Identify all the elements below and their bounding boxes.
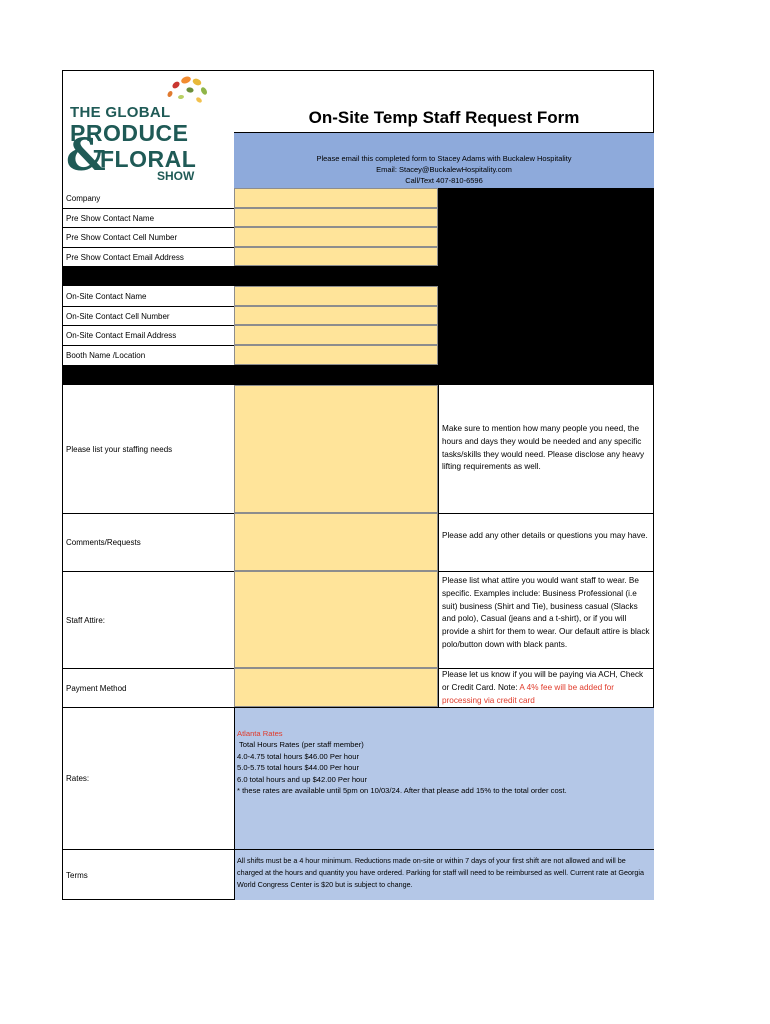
- payment-note: [438, 668, 654, 707]
- staffing-needs-note: Make sure to mention how many people you need, the hours and days they would be needed and any specific tasks/skills they would need. Please disclose any heavy lifting requirements as well.: [438, 385, 654, 513]
- logo-text-show: SHOW: [157, 169, 195, 183]
- company-label: Company: [66, 193, 101, 203]
- attire-label: Staff Attire:: [62, 571, 234, 668]
- black-divider-row: [62, 266, 438, 286]
- payment-method-label: Payment Method: [62, 668, 234, 707]
- credit-card-fee-warning: A 4% fee will be added for processing via credit card: [442, 682, 615, 705]
- onsite-contact-name-label: On-Site Contact Name: [66, 291, 147, 301]
- rate-line: 5.0-5.75 total hours $44.00 Per hour: [237, 763, 360, 773]
- pre-show-contact-cell-label: Pre Show Contact Cell Number: [62, 227, 234, 247]
- booth-label: Booth Name /Location: [62, 345, 234, 365]
- logo-ampersand: &: [66, 130, 106, 181]
- pre-show-contact-email-input[interactable]: [234, 247, 438, 266]
- attire-note: Please list what attire you would want staff to wear. Be specific. Examples include: Business Professional (i.e suit) business (Shirt and Tie), business casual (Slacks and polo), Casual (jeans and a t-shirt), or if you will provide a shirt for them to wear. Our default attire is black polo/button down with black pants.: [438, 571, 654, 668]
- black-side-panel: [438, 188, 654, 385]
- rate-line: 4.0-4.75 total hours $46.00 Per hour: [237, 751, 360, 761]
- comments-input[interactable]: [234, 513, 438, 571]
- black-divider-row: [62, 365, 438, 385]
- rates-subheading: Total Hours Rates (per staff member): [239, 740, 364, 750]
- onsite-contact-cell-label: On-Site Contact Cell Number: [62, 306, 234, 325]
- terms-label: Terms: [62, 849, 234, 900]
- form-title: On-Site Temp Staff Request Form: [308, 108, 580, 127]
- logo-text-floral: FLORAL: [100, 146, 197, 172]
- staffing-needs-input[interactable]: [234, 385, 438, 513]
- show-logo: [64, 72, 214, 188]
- onsite-contact-name-input[interactable]: [234, 286, 438, 306]
- company-input[interactable]: [234, 188, 438, 208]
- onsite-contact-email-label: On-Site Contact Email Address: [62, 325, 234, 345]
- rates-footnote: * these rates are available until 5pm on 10/03/24. After that please add 15% to the total order cost.: [237, 786, 567, 796]
- comments-note: Please add any other details or questions you may have.: [438, 513, 654, 571]
- rates-panel: [234, 707, 654, 849]
- payment-note-text: Please let us know if you will be paying via ACH, Check or Credit Card. Note:: [442, 670, 644, 692]
- booth-input[interactable]: [234, 345, 438, 365]
- petals-icon: [166, 74, 210, 106]
- attire-input[interactable]: [234, 571, 438, 668]
- onsite-contact-email-input[interactable]: [234, 325, 438, 345]
- pre-show-contact-cell-input[interactable]: [234, 227, 438, 247]
- contact-instructions: [234, 132, 654, 188]
- rates-heading: Atlanta Rates: [237, 729, 283, 738]
- payment-method-input[interactable]: [234, 668, 438, 707]
- comments-label: Comments/Requests: [62, 513, 234, 571]
- instructions-phone: Call/Text 407-810-6596: [405, 176, 483, 185]
- logo-text-produce: PRODUCE: [70, 120, 189, 146]
- onsite-contact-cell-input[interactable]: [234, 306, 438, 325]
- instructions-email: Email: Stacey@BuckalewHospitality.com: [376, 165, 512, 174]
- rate-line: 6.0 total hours and up $42.00 Per hour: [237, 774, 368, 784]
- logo-text-the-global: THE GLOBAL: [70, 104, 171, 121]
- terms-text: All shifts must be a 4 hour minimum. Reductions made on-site or within 7 days of your first shift are not allowed and will be charged at the hours and quantity you have ordered. Parking for staff will need to be reimbursed as well. Current rate at Georgia World Congress Center is $20 but is subject to change.: [234, 849, 654, 900]
- pre-show-contact-name-label: Pre Show Contact Name: [62, 208, 234, 227]
- staffing-needs-label: Please list your staffing needs: [66, 444, 173, 454]
- pre-show-contact-email-label: Pre Show Contact Email Address: [62, 247, 234, 266]
- pre-show-contact-name-input[interactable]: [234, 208, 438, 227]
- instructions-line: Please email this completed form to Stacey Adams with Buckalew Hospitality: [316, 154, 572, 163]
- rates-label: Rates:: [62, 707, 234, 849]
